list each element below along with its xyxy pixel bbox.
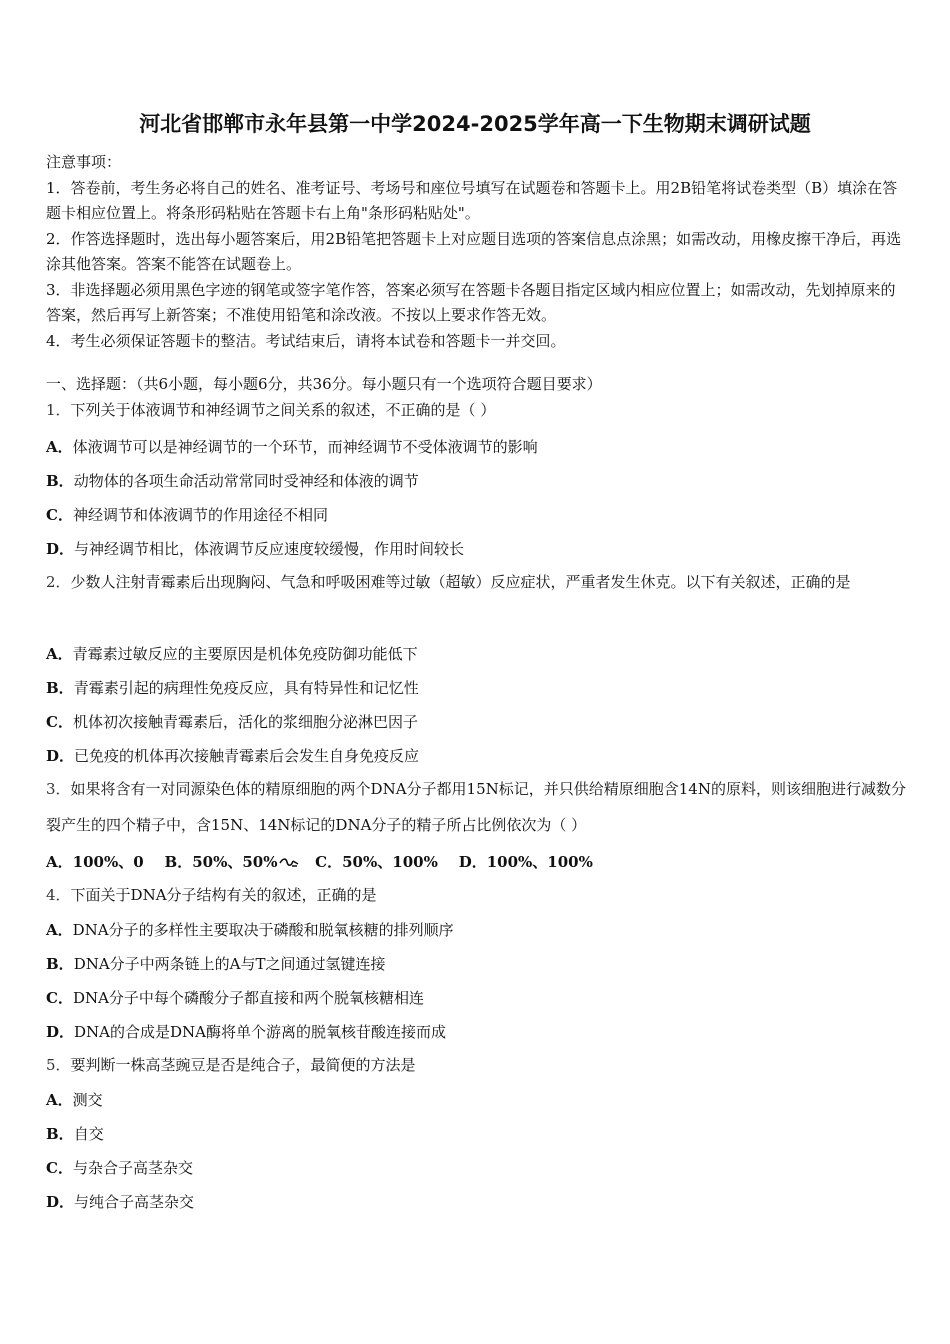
- question-number: 4．: [46, 886, 71, 904]
- question-number: 3．: [46, 780, 71, 798]
- question-stem: 下列关于体液调节和神经调节之间关系的叙述，不正确的是（ ）: [70, 401, 496, 419]
- option-text: 与杂合子高茎杂交: [72, 1159, 193, 1177]
- option-3d-text: 100%、100%: [486, 853, 593, 871]
- option-text: 与神经调节相比，体液调节反应速度较缓慢，作用时间较长: [74, 540, 465, 558]
- option-label: D．: [46, 747, 75, 765]
- option-5d: [46, 1191, 908, 1212]
- option-label: A．: [46, 438, 73, 456]
- option-text: 神经调节和体液调节的作用途径不相同: [72, 506, 328, 524]
- option-text: DNA的合成是DNA酶将单个游离的脱氧核苷酸连接而成: [74, 1023, 446, 1041]
- question-5: [46, 1047, 908, 1083]
- option-label: C．: [46, 989, 73, 1007]
- option-label: C．: [46, 713, 73, 731]
- option-1d: [46, 538, 908, 559]
- option-label: A．: [46, 921, 73, 939]
- option-1b: [46, 470, 908, 491]
- option-4b: [46, 953, 908, 974]
- notice-item-3: 3．非选择题必须用黑色字迹的钢笔或签字笔作答，答案必须写在答题卡各题目指定区域内相应位置上；如需改动，先划掉原来的答案，然后再写上新答案；不准使用铅笔和涂改液。不按以上要求作答无效。: [46, 280, 896, 324]
- option-1c: [46, 504, 908, 525]
- option-text: 已免疫的机体再次接触青霉素后会发生自身免疫反应: [74, 747, 420, 765]
- option-3a-text: 100%、0: [72, 853, 144, 871]
- question-4: [46, 877, 908, 913]
- question-number: 2．: [46, 573, 71, 591]
- notice-item-1: 1．答卷前，考生务必将自己的姓名、准考证号、考场号和座位号填写在试题卷和答题卡上。用2B铅笔将试卷类型（B）填涂在答题卡相应位置上。将条形码粘贴在答题卡右上角"条形码粘贴处"。: [46, 178, 898, 222]
- page-title: 河北省邯郸市永年县第一中学2024-2025学年高一下生物期末调研试题: [139, 112, 811, 136]
- option-3c-text: 50%、100%: [342, 853, 438, 871]
- option-5b: [46, 1123, 908, 1144]
- question-3: [46, 771, 908, 843]
- option-2c: [46, 711, 908, 732]
- option-label: D．: [46, 1023, 75, 1041]
- option-5a: [46, 1089, 908, 1110]
- option-label: C．: [46, 1159, 73, 1177]
- scribble-mark-icon: [278, 855, 300, 869]
- question-stem: 少数人注射青霉素后出现胸闷、气急和呼吸困难等过敏（超敏）反应症状，严重者发生休克。以下有关叙述，正确的是: [70, 573, 851, 591]
- option-text: 机体初次接触青霉素后，活化的浆细胞分泌淋巴因子: [72, 713, 418, 731]
- option-4d: [46, 1021, 908, 1042]
- option-label: C．: [46, 506, 73, 524]
- option-1a: [46, 436, 908, 457]
- option-label: B．: [46, 472, 74, 490]
- question-stem: 如果将含有一对同源染色体的精原细胞的两个DNA分子都用15N标记，并只供给精原细胞含14N的原料，则该细胞进行减数分裂产生的四个精子中，含15N、14N标记的DNA分子的精子所占比例依次为（ ）: [46, 780, 906, 834]
- notice-item-4: 4．考生必须保证答题卡的整洁。考试结束后，请将本试卷和答题卡一并交回。: [46, 331, 566, 350]
- section-heading: 一、选择题：（共6小题，每小题6分，共36分。每小题只有一个选项符合题目要求）: [46, 375, 602, 393]
- question-stem: 要判断一株高茎豌豆是否是纯合子，最简便的方法是: [70, 1056, 416, 1074]
- option-4c: [46, 987, 908, 1008]
- option-label: A．: [46, 645, 73, 663]
- question-stem: 下面关于DNA分子结构有关的叙述，正确的是: [70, 886, 377, 904]
- question-1: [46, 392, 908, 428]
- option-text: 青霉素过敏反应的主要原因是机体免疫防御功能低下: [72, 645, 418, 663]
- option-3b-label: B．: [164, 853, 193, 871]
- option-2b: [46, 677, 908, 698]
- question-2: [46, 564, 908, 600]
- option-3d-label: D．: [458, 853, 487, 871]
- notice-heading: 注意事项：: [46, 153, 122, 171]
- option-3a-label: A．: [46, 853, 73, 871]
- option-text: 动物体的各项生命活动常常同时受神经和体液的调节: [73, 472, 419, 490]
- options-3-inline: [46, 851, 908, 872]
- option-label: B．: [46, 955, 74, 973]
- option-label: B．: [46, 1125, 74, 1143]
- option-3c-label: C．: [315, 853, 343, 871]
- option-text: 青霉素引起的病理性免疫反应，具有特异性和记忆性: [73, 679, 419, 697]
- notice-item-2: 2．作答选择题时，选出每小题答案后，用2B铅笔把答题卡上对应题目选项的答案信息点涂黑；如需改动，用橡皮擦干净后，再选涂其他答案。答案不能答在试题卷上。: [46, 229, 902, 273]
- option-label: A．: [46, 1091, 73, 1109]
- option-text: DNA分子中两条链上的A与T之间通过氢键连接: [73, 955, 386, 973]
- option-label: B．: [46, 679, 74, 697]
- option-4a: [46, 919, 908, 940]
- option-2a: [46, 643, 908, 664]
- option-text: 自交: [73, 1125, 104, 1143]
- option-label: D．: [46, 540, 75, 558]
- question-number: 1．: [46, 401, 71, 419]
- option-3b-text: 50%、50%: [192, 853, 278, 871]
- option-text: DNA分子的多样性主要取决于磷酸和脱氧核糖的排列顺序: [72, 921, 454, 939]
- option-text: 与纯合子高茎杂交: [74, 1193, 195, 1211]
- option-text: 体液调节可以是神经调节的一个环节，而神经调节不受体液调节的影响: [72, 438, 538, 456]
- option-5c: [46, 1157, 908, 1178]
- question-number: 5．: [46, 1056, 71, 1074]
- option-label: D．: [46, 1193, 75, 1211]
- notice-block: [46, 150, 908, 354]
- option-text: DNA分子中每个磷酸分子都直接和两个脱氧核糖相连: [72, 989, 424, 1007]
- option-text: 测交: [72, 1091, 103, 1109]
- option-2d: [46, 745, 908, 766]
